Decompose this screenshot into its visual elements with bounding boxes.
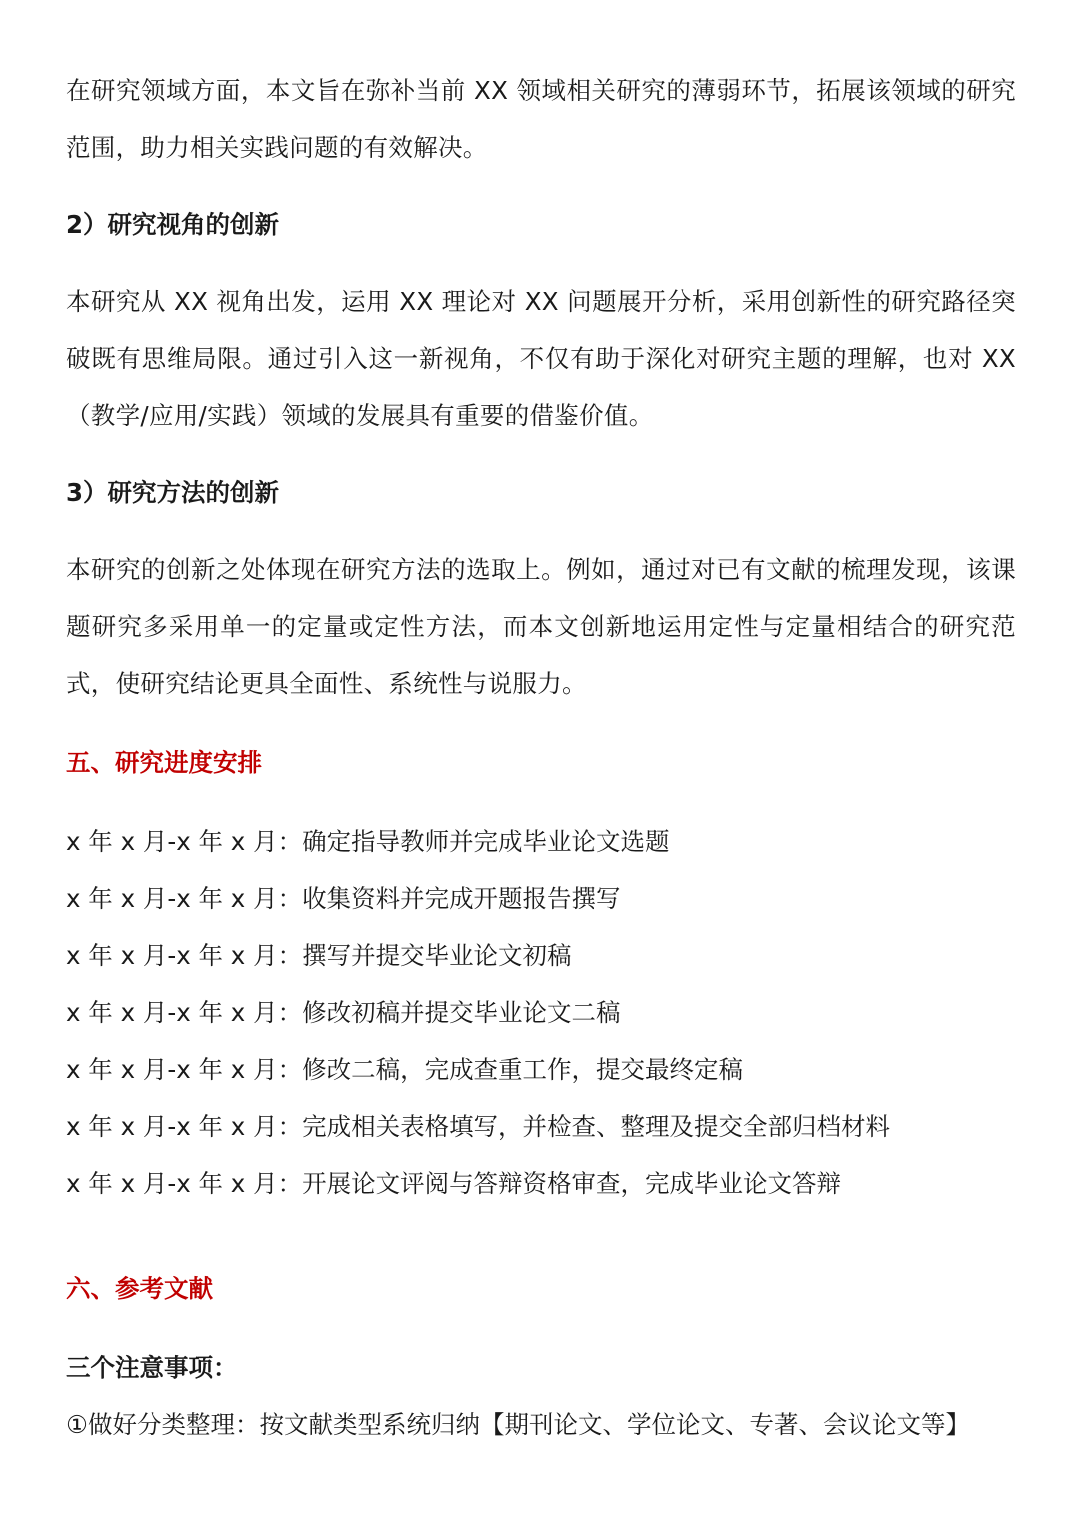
schedule-list: [66, 813, 1016, 1212]
document-page: [66, 62, 1016, 1453]
intro-paragraph: 在研究领域方面，本文旨在弥补当前 XX 领域相关研究的薄弱环节，拓展该领域的研究范围，助力相关实践问题的有效解决。: [66, 76, 1016, 162]
references-section-heading: 六、参考文献: [66, 1274, 213, 1303]
schedule-item: x 年 x 月-x 年 x 月：修改初稿并提交毕业论文二稿: [66, 998, 621, 1027]
perspective-innovation-body: 本研究从 XX 视角出发，运用 XX 理论对 XX 问题展开分析，采用创新性的研究路径突破既有思维局限。通过引入这一新视角，不仅有助于深化对研究主题的理解，也对 XX（教学/应用/实践）领域的发展具有重要的借鉴价值。: [66, 287, 1016, 430]
schedule-item: x 年 x 月-x 年 x 月：收集资料并完成开题报告撰写: [66, 884, 621, 913]
schedule-section-heading: 五、研究进度安排: [66, 748, 262, 777]
method-innovation-heading: 3）研究方法的创新: [66, 478, 280, 507]
note-item: ①做好分类整理：按文献类型系统归纳【期刊论文、学位论文、专著、会议论文等】: [66, 1410, 970, 1439]
notes-heading: 三个注意事项：: [66, 1353, 238, 1382]
schedule-item: x 年 x 月-x 年 x 月：确定指导教师并完成毕业论文选题: [66, 827, 670, 856]
schedule-item: x 年 x 月-x 年 x 月：开展论文评阅与答辩资格审查，完成毕业论文答辩: [66, 1169, 842, 1198]
perspective-innovation-heading: 2）研究视角的创新: [66, 210, 280, 239]
schedule-item: x 年 x 月-x 年 x 月：撰写并提交毕业论文初稿: [66, 941, 572, 970]
schedule-item: x 年 x 月-x 年 x 月：完成相关表格填写，并检查、整理及提交全部归档材料: [66, 1112, 891, 1141]
schedule-item: x 年 x 月-x 年 x 月：修改二稿，完成查重工作，提交最终定稿: [66, 1055, 744, 1084]
method-innovation-body: 本研究的创新之处体现在研究方法的选取上。例如，通过对已有文献的梳理发现，该课题研究多采用单一的定量或定性方法，而本文创新地运用定性与定量相结合的研究范式，使研究结论更具全面性、系统性与说服力。: [66, 555, 1016, 698]
